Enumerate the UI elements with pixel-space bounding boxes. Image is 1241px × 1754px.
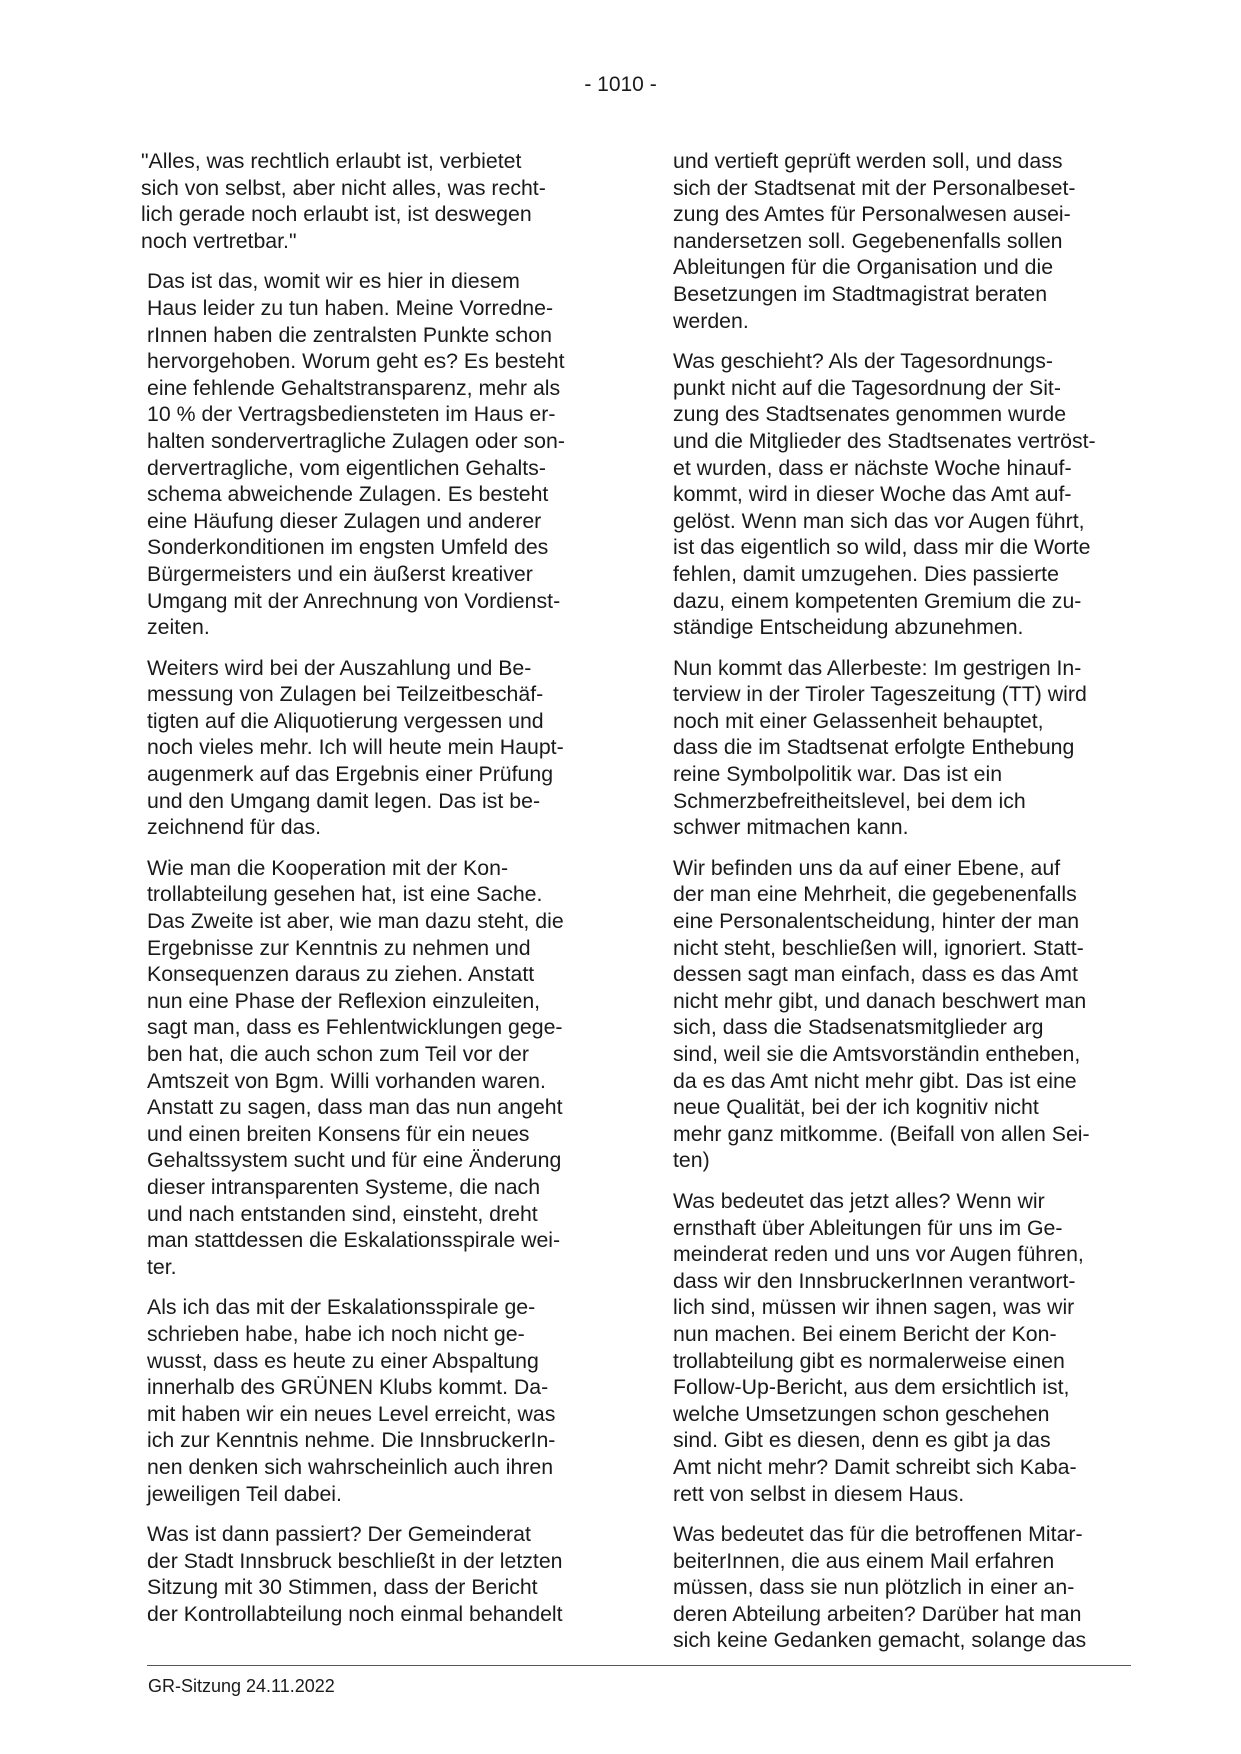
text-line: ter. — [147, 1254, 177, 1279]
text-line: mit haben wir ein neues Level erreicht, was — [147, 1401, 556, 1426]
text-line: und vertieft geprüft werden soll, und dass — [673, 149, 1063, 173]
text-line: nen denken sich wahrscheinlich auch ihren — [147, 1454, 554, 1479]
text-line: und den Umgang damit legen. Das ist be- — [147, 788, 541, 813]
text-line: eine fehlende Gehaltstransparenz, mehr als — [147, 375, 561, 400]
text-line: neue Qualität, bei der ich kognitiv nicht — [673, 1095, 1039, 1120]
text-line: dass wir den InnsbruckerInnen verantwort- — [673, 1268, 1076, 1293]
right-text-column — [673, 148, 1128, 1668]
paragraph — [673, 1188, 1128, 1507]
text-line: ist das eigentlich so wild, dass mir die Worte — [673, 535, 1091, 560]
text-line: und die Mitglieder des Stadtsenates vertröst- — [673, 428, 1096, 453]
text-line: sagt man, dass es Fehlentwicklungen gege- — [147, 1015, 563, 1040]
text-line: Weiters wird bei der Auszahlung und Be- — [147, 655, 532, 680]
text-line: nun eine Phase der Reflexion einzuleiten, — [147, 988, 541, 1013]
paragraph — [147, 855, 602, 1281]
text-line: schwer mitmachen kann. — [673, 815, 909, 840]
text-line: Wie man die Kooperation mit der Kon- — [147, 855, 509, 880]
text-line: ernsthaft über Ableitungen für uns im Ge- — [673, 1215, 1063, 1240]
paragraph — [673, 655, 1128, 841]
text-line: Gehaltssystem sucht und für eine Änderung — [147, 1148, 562, 1173]
text-line: eine Personalentscheidung, hinter der man — [673, 909, 1080, 934]
text-line: noch mit einer Gelassenheit behauptet, — [673, 708, 1044, 733]
text-line: müssen, dass sie nun plötzlich in einer an- — [673, 1575, 1075, 1600]
text-line: und nach entstanden sind, einsteht, dreht — [147, 1201, 538, 1226]
text-line: dieser intransparenten Systeme, die nach — [147, 1174, 541, 1199]
text-line: sich von selbst, aber nicht alles, was recht- — [141, 175, 546, 200]
paragraph — [141, 148, 602, 254]
text-line: Konsequenzen daraus zu ziehen. Anstatt — [147, 962, 535, 987]
text-line: Amt nicht mehr? Damit schreibt sich Kaba- — [673, 1454, 1077, 1479]
text-line: Ableitungen für die Organisation und die — [673, 255, 1054, 280]
text-line: Follow-Up-Bericht, aus dem ersichtlich ist, — [673, 1375, 1070, 1400]
text-line: noch vertretbar." — [141, 228, 297, 253]
text-line: Was bedeutet das für die betroffenen Mitar- — [673, 1522, 1083, 1547]
text-line: Was ist dann passiert? Der Gemeinderat — [147, 1522, 531, 1547]
text-line: messung von Zulagen bei Teilzeitbeschäf- — [147, 682, 544, 707]
text-line: noch vieles mehr. Ich will heute mein Haupt- — [147, 735, 564, 760]
paragraph — [673, 1521, 1128, 1654]
text-line: nicht steht, beschließen will, ignoriert. Statt- — [673, 935, 1084, 960]
text-line: Was bedeutet das jetzt alles? Wenn wir — [673, 1188, 1045, 1213]
text-line: lich gerade noch erlaubt ist, ist deswegen — [141, 202, 532, 227]
text-line: kommt, wird in dieser Woche das Amt auf- — [673, 482, 1072, 507]
text-line: rInnen haben die zentralsten Punkte schon — [147, 322, 552, 347]
text-line: 10 % der Vertragsbediensteten im Haus er- — [147, 402, 556, 427]
text-line: mehr ganz mitkomme. (Beifall von allen Sei- — [673, 1121, 1090, 1146]
text-line: man stattdessen die Eskalationsspirale wei- — [147, 1228, 561, 1253]
text-line: zeiten. — [147, 615, 210, 640]
text-line: et wurden, dass er nächste Woche hinauf- — [673, 455, 1072, 480]
text-line: ben hat, die auch schon zum Teil vor der — [147, 1042, 529, 1066]
text-line: beiterInnen, die aus einem Mail erfahren — [673, 1548, 1055, 1573]
text-line: nandersetzen soll. Gegebenenfalls sollen — [673, 228, 1063, 253]
text-line: welche Umsetzungen schon geschehen — [673, 1401, 1050, 1426]
paragraph — [147, 1521, 602, 1627]
paragraph — [673, 348, 1128, 641]
paragraph — [673, 148, 1128, 334]
text-line: hervorgehoben. Worum geht es? Es besteht — [147, 349, 565, 374]
text-line: Ergebnisse zur Kenntnis zu nehmen und — [147, 935, 531, 960]
left-text-column — [141, 148, 602, 1641]
text-line: Sonderkonditionen im engsten Umfeld des — [147, 535, 549, 560]
text-line: augenmerk auf das Ergebnis einer Prüfung — [147, 762, 554, 787]
text-line: terview in der Tiroler Tageszeitung (TT) wird — [673, 682, 1087, 707]
paragraph — [147, 655, 602, 841]
text-line: zung des Amtes für Personalwesen ausei- — [673, 202, 1071, 227]
text-line: reine Symbolpolitik war. Das ist ein — [673, 762, 1003, 787]
text-line: Amtszeit von Bgm. Willi vorhanden waren. — [147, 1068, 546, 1093]
text-line: schema abweichende Zulagen. Es besteht — [147, 482, 549, 507]
text-line: fehlen, damit umzugehen. Dies passierte — [673, 561, 1059, 586]
text-line: gelöst. Wenn man sich das vor Augen führt, — [673, 508, 1085, 533]
text-line: der Stadt Innsbruck beschließt in der letzten — [147, 1548, 563, 1573]
text-line: trollabteilung gibt es normalerweise einen — [673, 1348, 1065, 1373]
text-line: Umgang mit der Anrechnung von Vordienst- — [147, 588, 561, 613]
text-line: Haus leider zu tun haben. Meine Vorredne- — [147, 295, 554, 320]
text-line: sind, weil sie die Amtsvorständin entheben, — [673, 1042, 1081, 1066]
text-line: punkt nicht auf die Tagesordnung der Sit- — [673, 375, 1061, 400]
text-line: Bürgermeisters und ein äußerst kreativer — [147, 561, 533, 586]
text-line: jeweiligen Teil dabei. — [147, 1481, 342, 1506]
text-line: eine Häufung dieser Zulagen und anderer — [147, 508, 542, 533]
text-line: der Kontrollabteilung noch einmal behandelt — [147, 1601, 563, 1626]
text-line: sich, dass die Stadsenatsmitglieder arg — [673, 1015, 1044, 1040]
paragraph — [147, 268, 602, 640]
footer-divider — [147, 1665, 1131, 1666]
text-line: dervertragliche, vom eigentlichen Gehalts- — [147, 455, 546, 480]
text-line: ten) — [673, 1148, 710, 1173]
text-line: zeichnend für das. — [147, 815, 322, 840]
text-line: zung des Stadtsenates genommen wurde — [673, 402, 1067, 427]
text-line: schrieben habe, habe ich noch nicht ge- — [147, 1321, 525, 1346]
text-line: sind. Gibt es diesen, denn es gibt ja das — [673, 1428, 1051, 1453]
page-number: - 1010 - — [584, 73, 657, 96]
text-line: werden. — [673, 308, 749, 333]
text-line: Was geschieht? Als der Tagesordnungs- — [673, 349, 1054, 374]
text-line: Wir befinden uns da auf einer Ebene, auf — [673, 855, 1061, 880]
text-line: meinderat reden und uns vor Augen führen, — [673, 1242, 1084, 1267]
text-line: sich der Stadtsenat mit der Personalbeset- — [673, 175, 1076, 200]
text-line: da es das Amt nicht mehr gibt. Das ist eine — [673, 1068, 1077, 1093]
text-line: der man eine Mehrheit, die gegebenenfalls — [673, 882, 1077, 907]
text-line: dazu, einem kompetenten Gremium die zu- — [673, 588, 1082, 613]
text-line: Nun kommt das Allerbeste: Im gestrigen In- — [673, 655, 1082, 680]
text-line: nun machen. Bei einem Bericht der Kon- — [673, 1321, 1057, 1346]
text-line: ständige Entscheidung abzunehmen. — [673, 615, 1024, 640]
paragraph — [147, 1294, 602, 1507]
text-line: rett von selbst in diesem Haus. — [673, 1481, 965, 1506]
text-line: dessen sagt man einfach, dass es das Amt — [673, 962, 1078, 987]
text-line: Besetzungen im Stadtmagistrat beraten — [673, 281, 1048, 306]
text-line: innerhalb des GRÜNEN Klubs kommt. Da- — [147, 1375, 549, 1400]
text-line: trollabteilung gesehen hat, ist eine Sache. — [147, 882, 543, 907]
text-line: dass die im Stadtsenat erfolgte Enthebung — [673, 735, 1075, 760]
footer-session-date: GR-Sitzung 24.11.2022 — [148, 1676, 335, 1696]
text-line: ich zur Kenntnis nehme. Die InnsbruckerIn- — [147, 1428, 556, 1453]
paragraph — [673, 855, 1128, 1174]
text-line: Sitzung mit 30 Stimmen, dass der Bericht — [147, 1575, 538, 1600]
text-line: Schmerzbefreitheitslevel, bei dem ich — [673, 788, 1026, 813]
text-line: halten sondervertragliche Zulagen oder son- — [147, 428, 565, 453]
text-line: und einen breiten Konsens für ein neues — [147, 1121, 530, 1146]
text-line: Als ich das mit der Eskalationsspirale ge- — [147, 1295, 536, 1320]
text-line: "Alles, was rechtlich erlaubt ist, verbietet — [141, 149, 522, 173]
text-line: Das Zweite ist aber, wie man dazu steht, die — [147, 909, 564, 934]
text-line: lich sind, müssen wir ihnen sagen, was wir — [673, 1295, 1075, 1320]
text-line: Das ist das, womit wir es hier in diesem — [147, 269, 520, 294]
text-line: sich keine Gedanken gemacht, solange das — [673, 1628, 1087, 1653]
text-line: Anstatt zu sagen, dass man das nun angeht — [147, 1095, 563, 1120]
text-line: tigten auf die Aliquotierung vergessen und — [147, 708, 544, 733]
text-line: nicht mehr gibt, und danach beschwert man — [673, 988, 1087, 1013]
text-line: deren Abteilung arbeiten? Darüber hat man — [673, 1601, 1082, 1626]
text-line: wusst, dass es heute zu einer Abspaltung — [147, 1348, 539, 1373]
